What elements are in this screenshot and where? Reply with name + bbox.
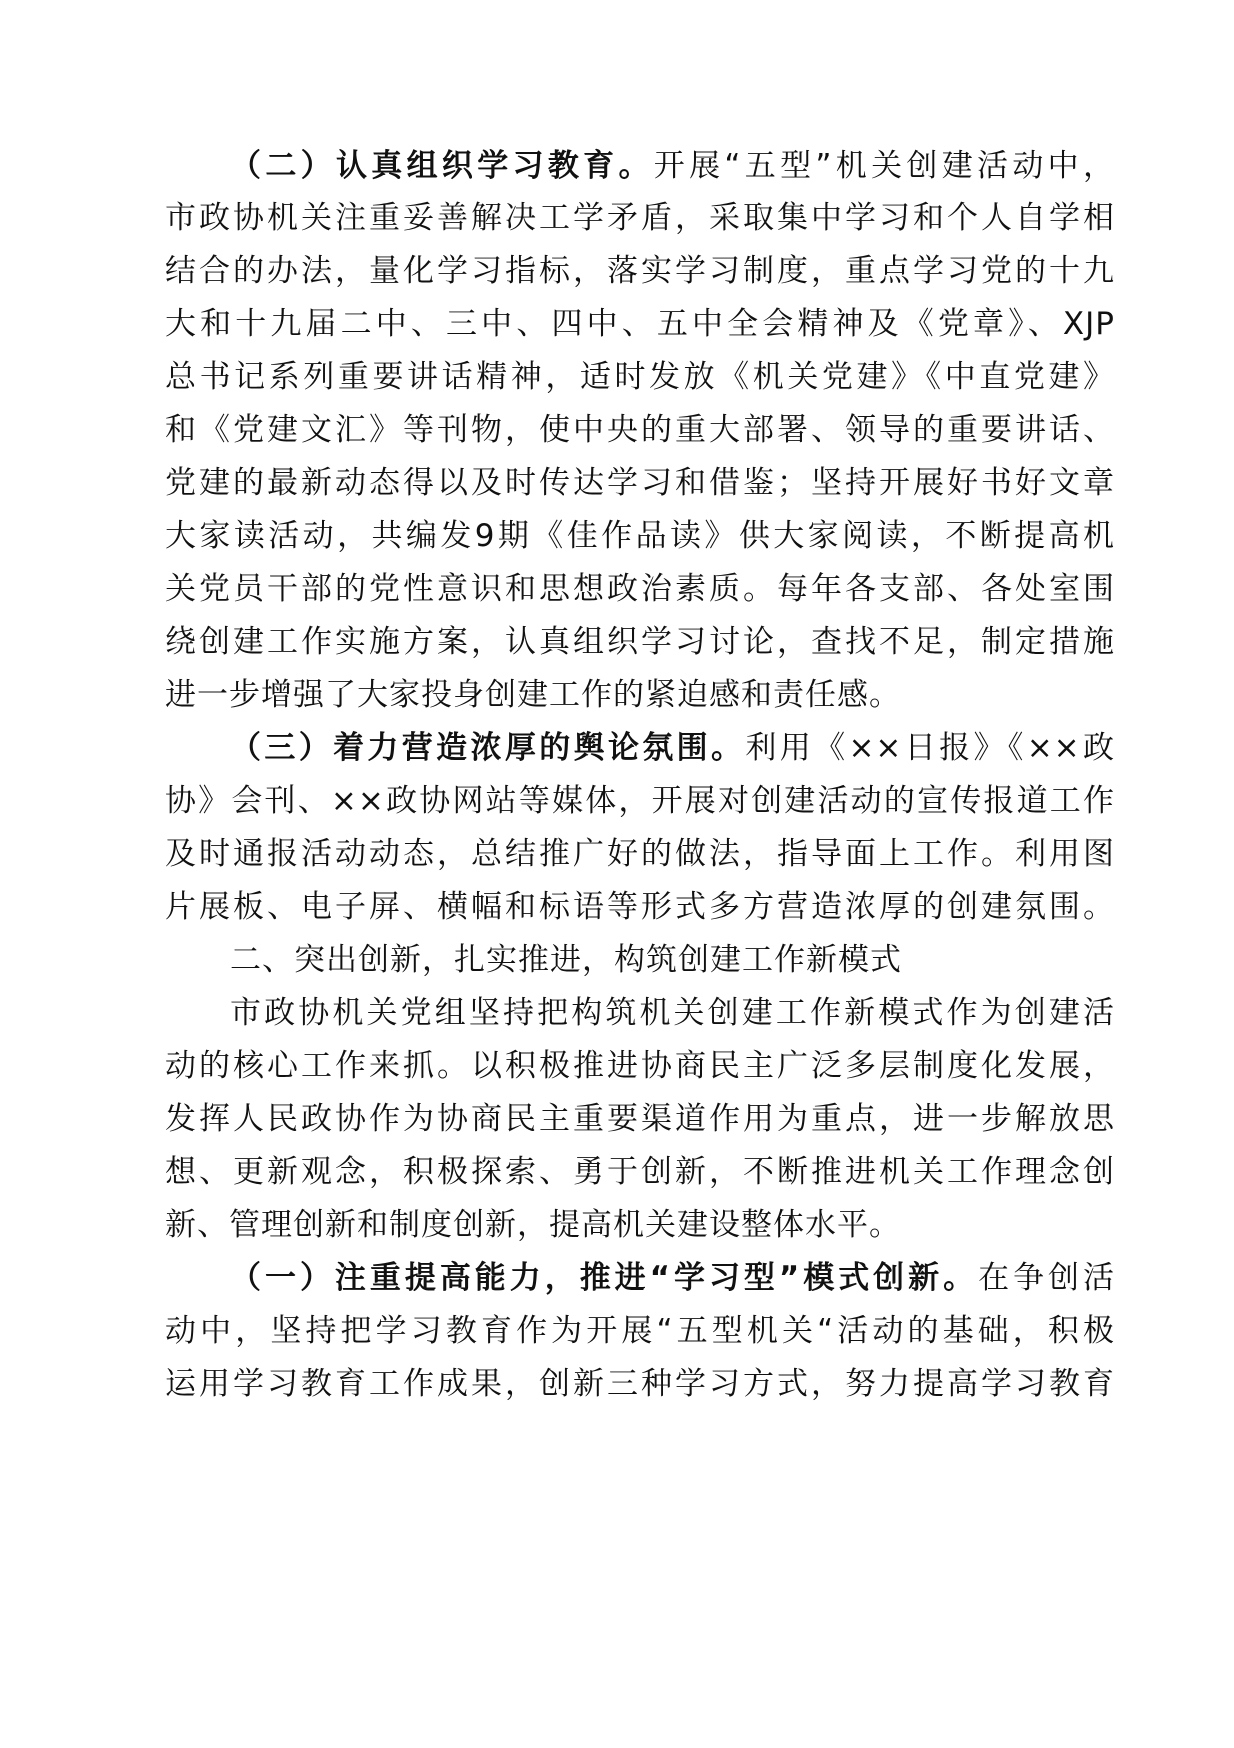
paragraph-line: 进一步增强了大家投身创建工作的紧迫感和责任感。 (165, 677, 901, 713)
paragraph-line: 结合的办法，量化学习指标，落实学习制度，重点学习党的十九 (165, 253, 1115, 289)
section-heading: （二）认真组织学习教育。 (230, 148, 654, 184)
paragraph-text: 利用《××日报》《××政 (745, 730, 1115, 766)
paragraph-line: 和《党建文汇》等刊物，使中央的重大部署、领导的重要讲话、 (165, 412, 1115, 448)
section-heading: （一）注重提高能力，推进“学习型”模式创新。 (230, 1260, 979, 1296)
paragraph-line: 动的核心工作来抓。以积极推进协商民主广泛多层制度化发展， (165, 1048, 1115, 1084)
paragraph-line: 绕创建工作实施方案，认真组织学习讨论，查找不足，制定措施 (165, 624, 1115, 660)
paragraph-line: 及时通报活动动态，总结推广好的做法，指导面上工作。利用图 (165, 836, 1115, 872)
paragraph-text: 开展“五型”机关创建活动中， (653, 148, 1115, 184)
paragraph-line: 片展板、电子屏、横幅和标语等形式多方营造浓厚的创建氛围。 (165, 889, 1115, 925)
paragraph-line: 党建的最新动态得以及时传达学习和借鉴；坚持开展好书好文章 (165, 465, 1115, 501)
paragraph-line: 大家读活动，共编发9期《佳作品读》供大家阅读，不断提高机 (165, 518, 1115, 554)
paragraph-line: 协》会刊、××政协网站等媒体，开展对创建活动的宣传报道工作 (165, 783, 1115, 819)
paragraph-line: 总书记系列重要讲话精神，适时发放《机关党建》《中直党建》 (165, 359, 1115, 395)
paragraph-line: 运用学习教育工作成果，创新三种学习方式，努力提高学习教育 (165, 1366, 1115, 1402)
paragraph-line: 新、管理创新和制度创新，提高机关建设整体水平。 (165, 1207, 901, 1243)
paragraph-text: 在争创活 (978, 1260, 1116, 1296)
paragraph-line: 发挥人民政协作为协商民主重要渠道作用为重点，进一步解放思 (165, 1101, 1115, 1137)
paragraph-line: 想、更新观念，积极探索、勇于创新，不断推进机关工作理念创 (165, 1154, 1115, 1190)
paragraph-line: 关党员干部的党性意识和思想政治素质。每年各支部、各处室围 (165, 571, 1115, 607)
paragraph-line: 大和十九届二中、三中、四中、五中全会精神及《党章》、XJP (165, 306, 1115, 342)
part-title: 二、突出创新，扎实推进，构筑创建工作新模式 (230, 942, 902, 978)
paragraph-line: 市政协机关注重妥善解决工学矛盾，采取集中学习和个人自学相 (165, 200, 1115, 236)
paragraph-line (230, 137, 1115, 196)
paragraph-line (230, 719, 1115, 778)
paragraph-line (230, 1249, 1115, 1308)
paragraph-line: 动中，坚持把学习教育作为开展“五型机关“活动的基础，积极 (165, 1313, 1115, 1349)
section-heading: （三）着力营造浓厚的舆论氛围。 (230, 730, 746, 766)
paragraph-line: 市政协机关党组坚持把构筑机关创建工作新模式作为创建活 (230, 995, 1115, 1031)
